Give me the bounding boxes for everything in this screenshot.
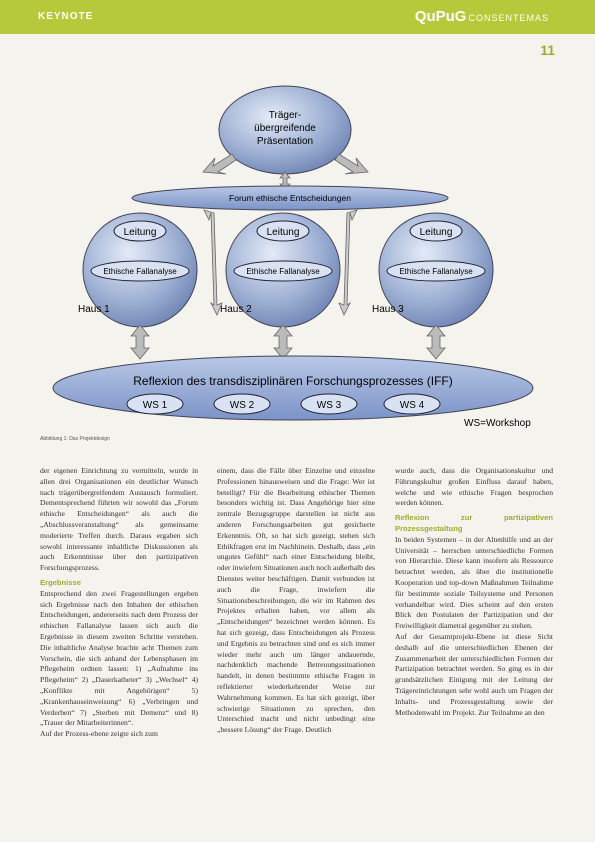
brand-logo [415,8,549,25]
text-column-2 [217,466,375,736]
figure-caption: Abbildung 1: Das Projektdesign [40,436,110,442]
arrow-icon [339,210,357,315]
arrow-icon [427,325,445,359]
leitung-label: Leitung [123,227,157,238]
section-heading: Ergebnisse [40,577,81,587]
paragraph: Auf der Prozess-ebene zeigte sich zum [40,729,158,739]
reflexion-ellipse [53,356,533,420]
paragraph: der eigenen Einrichtung zu vermitteln, wurde in allen drei Organisationen ein deutlicher Wunsch nach trägerübergreifendem Austausch formuliert. Dementsprechend führten wir sowohl das „Forum ethische Entscheidungen“ als auch die „Abschlussveranstaltung“ als gemeinsame moderierte Treffen durch. Daraus ergaben sich sowohl interessante inhaltliche Diskussionen als auch Erkenntnisse über den partizipativen Forschungsprozess. [40,466,198,573]
arrow-icon [335,154,368,174]
house-label: Haus 3 [372,304,404,315]
arrow-icon [131,325,149,359]
arrow-icon [204,210,222,315]
arrow-icon [203,154,236,174]
leitung-label: Leitung [266,227,300,238]
paragraph: Entsprechend den zwei Fragestellungen ergeben sich Ergebnisse nach den Inhalten der ethischen Entscheidungen, andererseits nach dem Prozess der ethischen Fallanalyse lassen sich auch die Ergebnisse in diesem zweiten Schritte verstehen. Die inhaltliche Analyse brachte acht Themen zum Vorschein, die sich anhand der Lebensphasen im Pflegeheim ordnen lassen: 1) „Aufnahme ins Pflegeheim“ 2) „Dauerkatheter“ 3) „Wechsel“ 4) „Konflikte mit Angehörigen“ 5) „Krankenhauseinweisung“ 6) „Verbringen und Verderben“ 7) „Sterben mit Demenz“ und 8) „Trauer der Mitarbeiterinnen“. [40,588,198,728]
leitung-label: Leitung [419,227,453,238]
brand-name: QuPuG [414,8,467,25]
arrow-icon [274,325,292,359]
header-bar [0,0,595,34]
house-3 [372,213,493,327]
paragraph: einem, dass die Fälle über Einzelne und einzelne Professionen hinausweisen und die Frage: Wer ist beteiligt? Für die Bearbeitung ethischer Themen besonders wichtig ist. Dass Angehörige hier eine zentrale Bezugsgruppe darstellen ist nicht aus anderen Forschungsarbeiten gut gesicherte Erkenntnis. Oft, so hat sich gezeigt, stehen sich Ethikfragen erst im Nachhinein. Deshalb, dass „ein ungutes Gefühl“ nach einer Entscheidung bleibt, oder inwiefern Situationen auch noch außerhalb des Dienstes weiter beschäftigen. Damit verbunden ist auch die Frage, inwiefern die Situationsbeschreibungen, die wir im Rahmen des Projektes erhalten haben, vor allem als „Entscheidungen“ bezeichnet werden können. Es hat sich gezeigt, dass Entscheidungen als Prozess und Ergebnis zu betrachten sind und es sich immer wieder mehr auch um länger andauernde, nachdenklich machende Betreuungssituationen handelt, in denen bestimmte ethische Fragen in reflektierter wiederkehrender Weise zur Wahrnehmung kommen. Es hat sich gezeigt, über schwierige Situationen zu sprechen, den Unterschied macht und nicht unbedingt eine „bessere Lösung“ der Frage. Deutlich [217,466,375,735]
workshop-label: WS 4 [399,400,425,411]
house-2 [220,213,340,327]
fallanalyse-label: Ethische Fallanalyse [399,267,473,276]
section-heading: Reflexion zur partizipativen Prozessgestaltung [395,513,553,533]
house-label: Haus 2 [220,304,252,315]
paragraph: In beiden Systemen – in der Altenhilfe und an der Universität – herrschen unterschiedliche Formen von Hierarchie. Diese kann insofern als Ressource betrachtet werden, als über die institutionelle Kooperation und top-down Maßnahmen Teilnahme für bestimmte soziale Teilsysteme und Personen verhandelbar wird. Dies scheint auf den ersten Blick den Postulaten der Partizipation und der Freiwilligkeit diametral gegenüber zu stehen. [395,534,553,631]
workshop-label: WS 1 [142,400,168,411]
workshop-label: WS 3 [316,400,342,411]
top-node-line: Präsentation [256,136,314,147]
reflexion-label: Reflexion des transdisziplinären Forschungsprozesses (IFF) [133,374,453,388]
house-1 [78,213,197,327]
text-column-3 [395,466,553,718]
paragraph: wurde auch, dass die Organisationskultur und Führungskultur großen Einfluss darauf haben, welche und wie ethische Fragen besprochen werden können. [395,466,553,508]
top-node-line: übergreifende [254,123,316,134]
forum-label: Forum ethische Entscheidungen [229,193,351,203]
project-design-diagram [0,60,595,440]
text-column-1 [40,466,198,740]
paragraph: Auf der Gesamtprojekt-Ebene ist diese Sicht deshalb auf die unterschiedlichen Ebenen der Zusammenarbeit der unterschiedlichen Formen der Partizipation betrachtet werden. So ging es in der grundsätzlichen Einigung mit der Leitung der Trägereinrichtungen sehr wohl auch um Fragen der Inhalts- und Prozessgestaltung sowie der Methodenwahl im Projekt. Zur Teilnahme an den [395,631,553,717]
top-node-line: Träger- [268,110,302,121]
house-label: Haus 1 [78,304,110,315]
brand-subtitle: CONSENTEMAS [468,13,549,23]
workshop-legend: WS=Workshop [464,418,531,429]
workshop-label: WS 2 [229,400,255,411]
section-kicker: KEYNOTE [38,11,94,22]
page-number: 11 [540,42,555,58]
fallanalyse-label: Ethische Fallanalyse [103,267,177,276]
fallanalyse-label: Ethische Fallanalyse [246,267,320,276]
